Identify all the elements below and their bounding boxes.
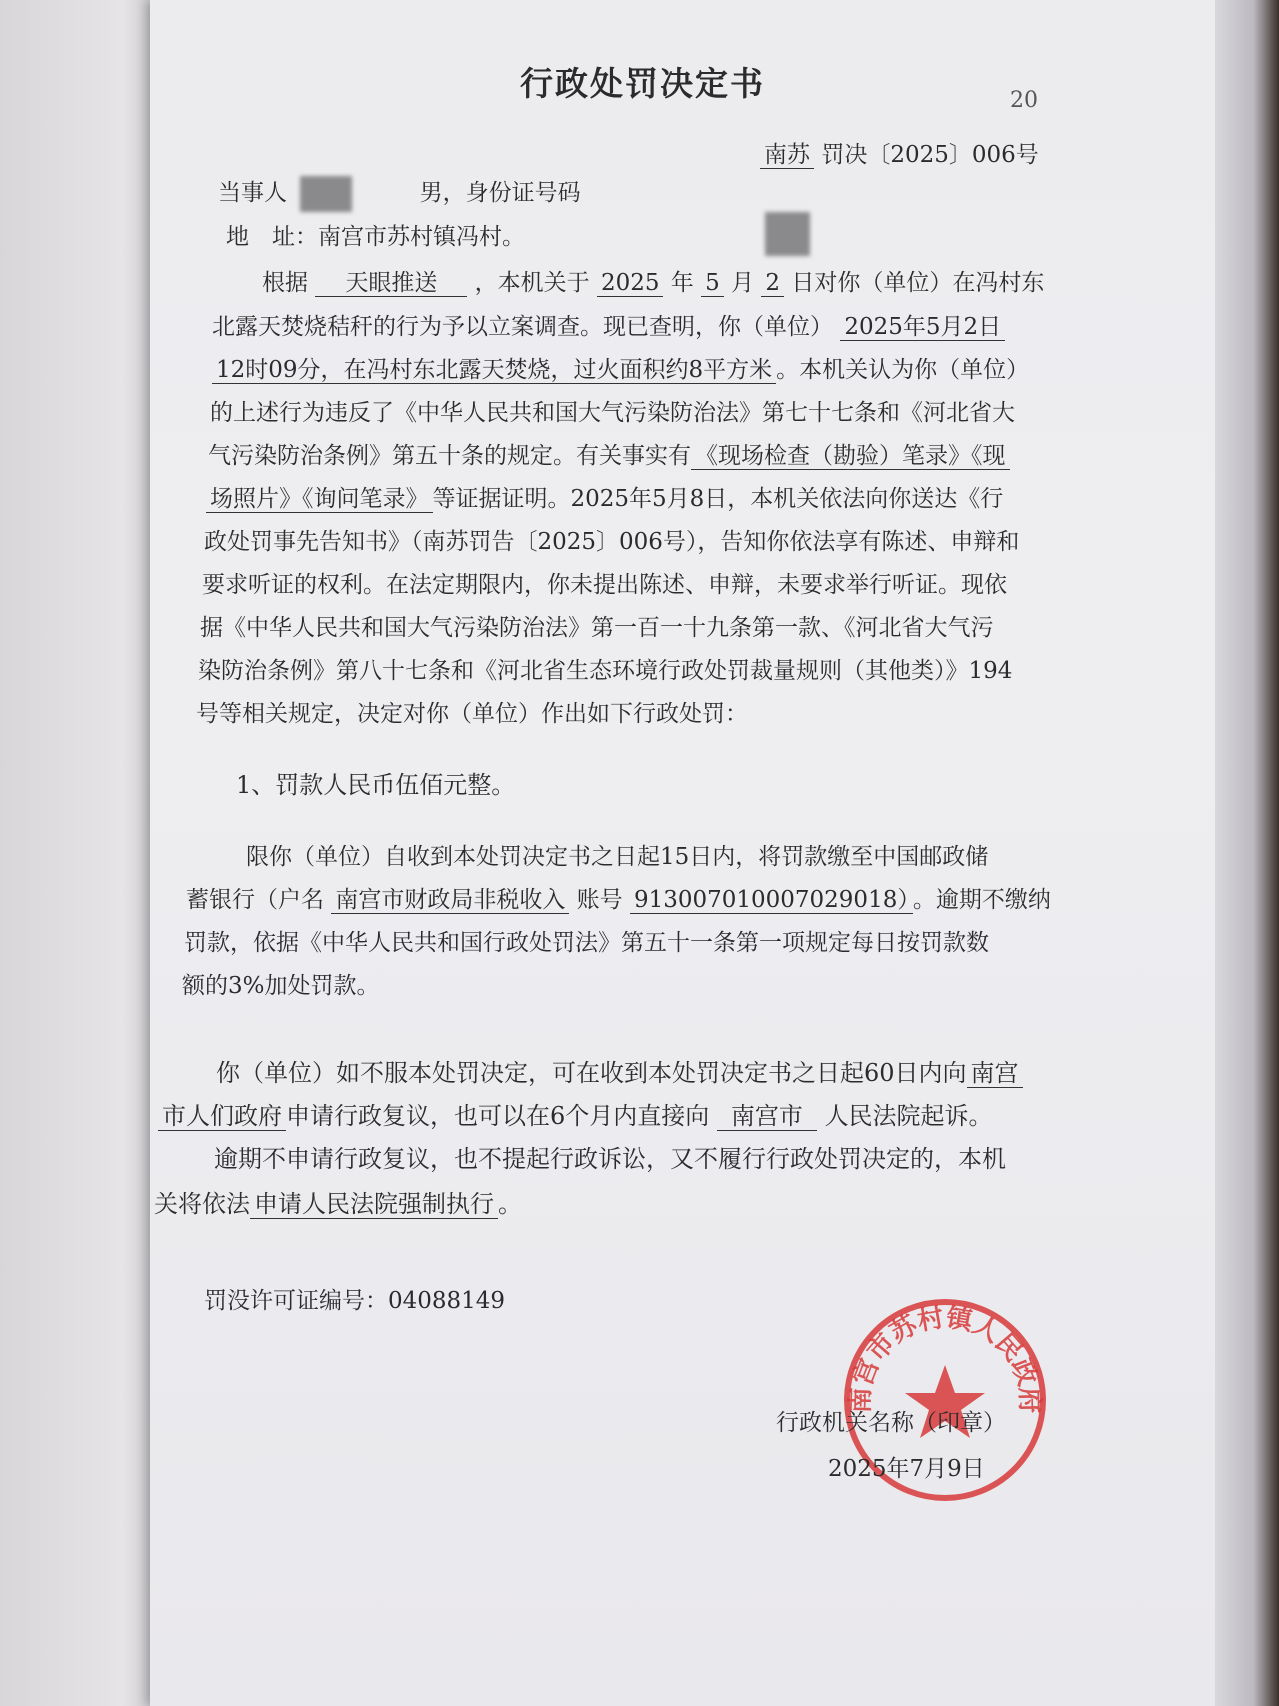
text: 人民法院起诉。 (824, 1102, 993, 1130)
text: 根据 (262, 270, 308, 296)
permit-number: 罚没许可证编号：04088149 (204, 1288, 506, 1314)
text: ，本机关于 (474, 270, 590, 296)
account-name: 南宫市财政局非税收入 (331, 887, 569, 914)
text: 账号 (576, 887, 623, 913)
account-number: 913007010007029018） (630, 887, 913, 914)
body-line-1 (262, 268, 1044, 298)
payment-line-3: 罚款，依据《中华人民共和国行政处罚法》第五十一条第一项规定每日按罚款数 (184, 930, 989, 956)
case-day: 2 (761, 270, 784, 297)
body-line-7: 政处罚事先告知书》（南苏罚告〔2025〕006号），告知你依法享有陈述、申辩和 (204, 529, 1020, 555)
doc-code-org: 南苏 (760, 142, 814, 169)
text: 你（单位）如不服本处罚决定，可在收到本处罚决定书之日起60日内向 (216, 1059, 967, 1087)
appeal-line-2 (158, 1101, 993, 1131)
enforcement-text: 申请人民法院强制执行 (250, 1190, 498, 1219)
penalty-item-1: 1、罚款人民币伍佰元整。 (236, 771, 516, 799)
violation-detail: 12时09分，在冯村东北露天焚烧，过火面积约8平方米 (212, 357, 776, 384)
seal-text: 南宫市苏村镇人民政府 (845, 1302, 1045, 1414)
text: 。逾期不缴纳 (912, 887, 1051, 913)
address-label: 地 址： (226, 224, 318, 250)
text: 。本机关认为你（单位） (776, 357, 1030, 383)
body-line-4: 的上述行为违反了《中华人民共和国大气污染防治法》第七十七条和《河北省大 (210, 400, 1015, 426)
case-source: 天眼推送 (315, 270, 467, 297)
appeal-gov-a: 南宫 (967, 1059, 1023, 1088)
issue-date: 2025年7月9日 (828, 1456, 985, 1482)
body-line-11: 号等相关规定，决定对你（单位）作出如下行政处罚： (196, 701, 748, 727)
text: 。 (498, 1190, 522, 1218)
appeal-court: 南宫市 (717, 1102, 817, 1131)
party-line (218, 176, 581, 212)
body-line-2 (212, 312, 1005, 342)
text: 关将依法 (154, 1190, 250, 1218)
payment-line-1: 限你（单位）自收到本处罚决定书之日起15日内，将罚款缴至中国邮政储 (246, 844, 989, 870)
text: 蓄银行（户名 (186, 887, 324, 913)
document-code (760, 140, 1039, 170)
case-year: 2025 (597, 270, 664, 297)
payment-line-4: 额的3%加处罚款。 (182, 973, 380, 999)
text: 北露天焚烧秸秆的行为予以立案调查。现已查明，你（单位） (212, 314, 833, 340)
body-line-9: 据《中华人民共和国大气污染防治法》第一百一十九条第一款、《河北省大气污 (200, 615, 994, 641)
text: 气污染防治条例》第五十条的规定。有关事实有 (208, 443, 691, 469)
payment-line-2 (186, 885, 1051, 915)
appeal-gov-b: 市人们政府 (158, 1102, 286, 1131)
text: 月 (731, 270, 755, 296)
party-gender-id: 男，身份证号码 (419, 180, 581, 206)
body-line-3 (212, 355, 1029, 385)
address-line (226, 222, 525, 252)
text: 申请行政复议，也可以在6个月内直接向 (286, 1102, 710, 1130)
body-line-10: 染防治条例》第八十七条和《河北省生态环境行政处罚裁量规则（其他类）》194 (198, 658, 1013, 684)
text: 年 (670, 270, 694, 296)
redacted-id (765, 212, 810, 256)
org-name-label: 行政机关名称（印章） (776, 1410, 1006, 1436)
appeal-line-1 (216, 1058, 1023, 1088)
appeal-line-4 (154, 1189, 522, 1219)
redacted-name (300, 176, 352, 212)
evidence-list-b: 场照片》《询问笔录》 (206, 486, 433, 513)
body-line-8: 要求听证的权利。在法定期限内，你未提出陈述、申辩，未要求举行听证。现依 (202, 572, 1007, 598)
appeal-line-3: 逾期不申请行政复议，也不提起行政诉讼，又不履行行政处罚决定的，本机 (214, 1145, 1006, 1173)
body-line-5 (208, 441, 1010, 471)
doc-code-rest: 罚决〔2025〕006号 (821, 142, 1039, 168)
address-value: 南宫市苏村镇冯村。 (318, 224, 525, 250)
evidence-list-a: 《现场检查（勘验）笔录》《现 (691, 443, 1010, 470)
violation-date: 2025年5月2日 (840, 314, 1005, 341)
party-label: 当事人 (218, 180, 287, 206)
case-month: 5 (701, 270, 724, 297)
body-line-6 (206, 484, 1003, 514)
text: 日对你（单位）在冯村东 (791, 270, 1045, 296)
text: 等证据证明。2025年5月8日，本机关依法向你送达《行 (432, 486, 1004, 512)
document-title: 行政处罚决定书 (520, 64, 765, 103)
page-edge (1215, 0, 1279, 1706)
page-number: 20 (1010, 88, 1038, 113)
facing-page (0, 0, 175, 1706)
